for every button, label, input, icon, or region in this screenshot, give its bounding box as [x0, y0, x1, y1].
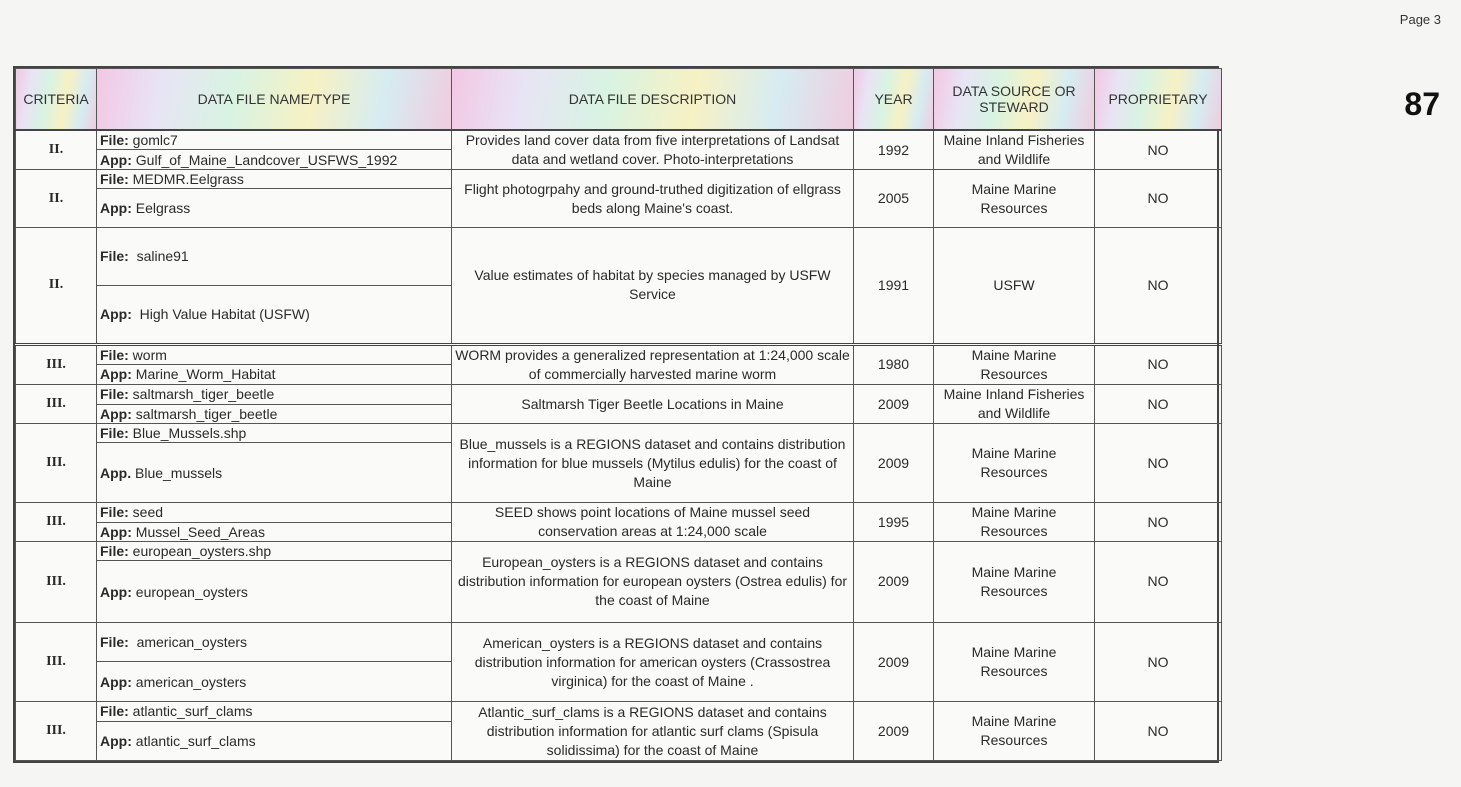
file-name-cell: File: Blue_Mussels.shp	[97, 424, 452, 443]
criteria-cell: III.	[16, 424, 97, 503]
proprietary-cell: NO	[1095, 502, 1222, 541]
source-cell: USFW	[934, 227, 1095, 344]
proprietary-cell: NO	[1095, 622, 1222, 702]
app-name-cell: App: atlantic_surf_clams	[97, 721, 452, 760]
year-cell: 2005	[854, 170, 934, 227]
description-cell: European_oysters is a REGIONS dataset and contains distribution information for european oysters (Ostrea edulis) for the coast of Maine	[452, 542, 854, 623]
header-criteria: CRITERIA	[16, 69, 97, 131]
header-proprietary: PROPRIETARY	[1095, 69, 1222, 131]
criteria-cell: III.	[16, 622, 97, 702]
description-cell: Saltmarsh Tiger Beetle Locations in Maine	[452, 384, 854, 423]
table-row	[16, 702, 1222, 721]
file-name-cell: File: MEDMR.Eelgrass	[97, 170, 452, 189]
proprietary-cell: NO	[1095, 424, 1222, 503]
table-row	[16, 170, 1222, 189]
source-cell: Maine Inland Fisheries and Wildlife	[934, 384, 1095, 423]
file-name-cell: File: seed	[97, 502, 452, 522]
year-cell: 1995	[854, 502, 934, 541]
app-name-cell: App: Marine_Worm_Habitat	[97, 364, 452, 384]
table-row	[16, 622, 1222, 661]
file-name-cell: File: american_oysters	[97, 622, 452, 661]
proprietary-cell: NO	[1095, 344, 1222, 384]
table-row	[16, 424, 1222, 443]
source-cell: Maine Inland Fisheries and Wildlife	[934, 130, 1095, 170]
app-name-cell: App. Blue_mussels	[97, 443, 452, 502]
description-cell: Blue_mussels is a REGIONS dataset and contains distribution information for blue mussels (Mytilus edulis) for the coast of Maine	[452, 424, 854, 503]
app-name-cell: App: Gulf_of_Maine_Landcover_USFWS_1992	[97, 150, 452, 170]
data-table	[15, 68, 1222, 761]
app-name-cell: App: saltmarsh_tiger_beetle	[97, 404, 452, 424]
table-row	[16, 502, 1222, 522]
source-cell: Maine Marine Resources	[934, 424, 1095, 503]
source-cell: Maine Marine Resources	[934, 502, 1095, 541]
criteria-cell: III.	[16, 702, 97, 761]
description-cell: Atlantic_surf_clams is a REGIONS dataset and contains distribution information for atlantic surf clams (Spisula solidissima) for the coast of Maine	[452, 702, 854, 761]
header-description: DATA FILE DESCRIPTION	[452, 69, 854, 131]
description-cell: Provides land cover data from five interpretations of Landsat data and wetland cover. Photo-interpretations	[452, 130, 854, 170]
description-cell: Value estimates of habitat by species managed by USFW Service	[452, 227, 854, 344]
criteria-cell: II.	[16, 227, 97, 344]
criteria-cell: III.	[16, 384, 97, 423]
proprietary-cell: NO	[1095, 702, 1222, 761]
file-name-cell: File: european_oysters.shp	[97, 542, 452, 561]
page-number: 87	[1404, 86, 1440, 122]
criteria-cell: III.	[16, 344, 97, 384]
file-name-cell: File: gomlc7	[97, 130, 452, 150]
proprietary-cell: NO	[1095, 170, 1222, 227]
proprietary-cell: NO	[1095, 384, 1222, 423]
file-name-cell: File: saline91	[97, 227, 452, 285]
page-label: Page 3	[1399, 12, 1441, 27]
app-name-cell: App: Eelgrass	[97, 189, 452, 227]
app-name-cell: App: Mussel_Seed_Areas	[97, 522, 452, 542]
header-row	[16, 69, 1222, 131]
description-cell: WORM provides a generalized representation at 1:24,000 scale of commercially harvested marine worm	[452, 344, 854, 384]
year-cell: 2009	[854, 622, 934, 702]
description-cell: Flight photogrpahy and ground-truthed digitization of ellgrass beds along Maine's coast.	[452, 170, 854, 227]
year-cell: 1991	[854, 227, 934, 344]
year-cell: 2009	[854, 542, 934, 623]
year-cell: 2009	[854, 702, 934, 761]
source-cell: Maine Marine Resources	[934, 170, 1095, 227]
criteria-cell: III.	[16, 542, 97, 623]
table-row	[16, 344, 1222, 364]
description-cell: SEED shows point locations of Maine mussel seed conservation areas at 1:24,000 scale	[452, 502, 854, 541]
source-cell: Maine Marine Resources	[934, 702, 1095, 761]
header-year: YEAR	[854, 69, 934, 131]
file-name-cell: File: atlantic_surf_clams	[97, 702, 452, 721]
header-source: DATA SOURCE OR STEWARD	[934, 69, 1095, 131]
criteria-cell: II.	[16, 170, 97, 227]
year-cell: 1992	[854, 130, 934, 170]
table-row	[16, 227, 1222, 285]
table-row	[16, 542, 1222, 561]
file-name-cell: File: worm	[97, 344, 452, 364]
app-name-cell: App: american_oysters	[97, 662, 452, 702]
year-cell: 1980	[854, 344, 934, 384]
source-cell: Maine Marine Resources	[934, 542, 1095, 623]
source-cell: Maine Marine Resources	[934, 344, 1095, 384]
proprietary-cell: NO	[1095, 542, 1222, 623]
table-row	[16, 130, 1222, 150]
proprietary-cell: NO	[1095, 227, 1222, 344]
year-cell: 2009	[854, 384, 934, 423]
header-name: DATA FILE NAME/TYPE	[97, 69, 452, 131]
year-cell: 2009	[854, 424, 934, 503]
source-cell: Maine Marine Resources	[934, 622, 1095, 702]
file-name-cell: File: saltmarsh_tiger_beetle	[97, 384, 452, 404]
criteria-cell: III.	[16, 502, 97, 541]
data-files-table	[13, 66, 1219, 763]
app-name-cell: App: High Value Habitat (USFW)	[97, 286, 452, 344]
app-name-cell: App: european_oysters	[97, 561, 452, 622]
proprietary-cell: NO	[1095, 130, 1222, 170]
description-cell: American_oysters is a REGIONS dataset and contains distribution information for american oysters (Crassostrea virginica) for the coast of Maine .	[452, 622, 854, 702]
table-row	[16, 384, 1222, 404]
criteria-cell: II.	[16, 130, 97, 170]
